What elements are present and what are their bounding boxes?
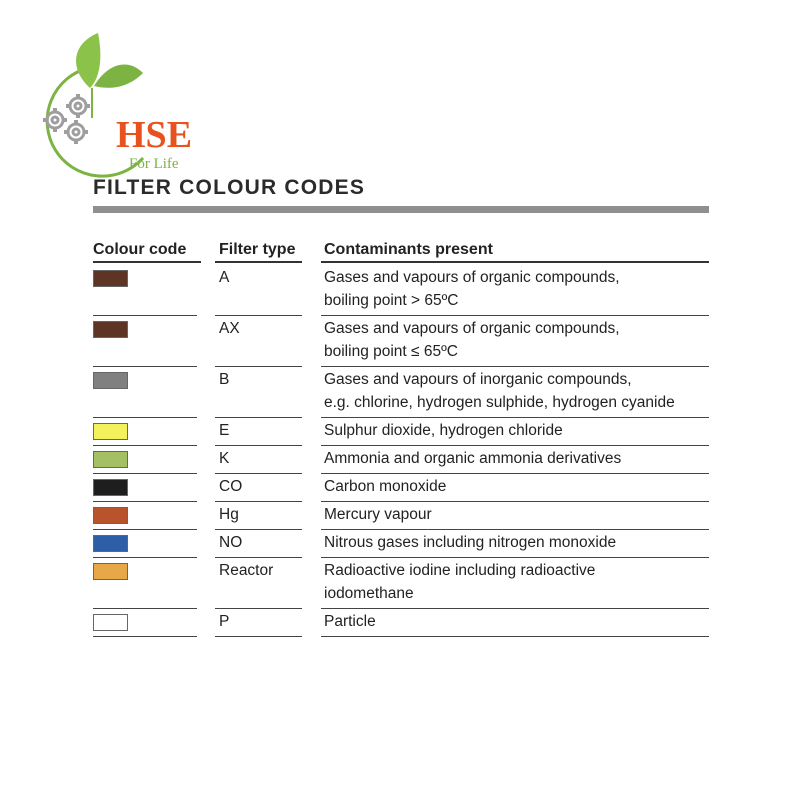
row-divider: [215, 636, 302, 637]
filter-type: A: [219, 269, 230, 286]
colour-swatch: [93, 614, 128, 631]
row-divider: [215, 417, 302, 418]
row-divider: [215, 608, 302, 609]
row-divider: [93, 501, 197, 502]
filter-type: K: [219, 450, 230, 467]
row-divider: [321, 557, 709, 558]
filter-type: Hg: [219, 506, 239, 523]
leaf-icon: [94, 64, 143, 87]
contaminant-text: iodomethane: [324, 585, 414, 602]
row-divider: [321, 315, 709, 316]
contaminant-text: Radioactive iodine including radioactive: [324, 562, 596, 579]
colour-swatch: [93, 321, 128, 338]
contaminant-text: Carbon monoxide: [324, 478, 447, 495]
contaminant-text: boiling point ≤ 65ºC: [324, 343, 458, 360]
contaminant-text: Sulphur dioxide, hydrogen chloride: [324, 422, 563, 439]
colour-swatch: [93, 535, 128, 552]
row-divider: [93, 636, 197, 637]
row-divider: [215, 501, 302, 502]
contaminant-text: Particle: [324, 613, 376, 630]
row-divider: [215, 557, 302, 558]
contaminant-text: Nitrous gases including nitrogen monoxide: [324, 534, 617, 551]
leaf-icon: [76, 33, 100, 88]
row-divider: [93, 529, 197, 530]
row-divider: [215, 366, 302, 367]
header-divider: [321, 261, 709, 263]
header-filter-type: Filter type: [219, 241, 296, 258]
colour-swatch: [93, 563, 128, 580]
title-divider: [93, 206, 709, 213]
header-contaminants: Contaminants present: [324, 241, 493, 258]
row-divider: [215, 315, 302, 316]
colour-swatch: [93, 479, 128, 496]
colour-swatch: [93, 270, 128, 287]
row-divider: [321, 417, 709, 418]
contaminant-text: e.g. chlorine, hydrogen sulphide, hydrogen cyanide: [324, 394, 675, 411]
filter-type: CO: [219, 478, 243, 495]
row-divider: [321, 366, 709, 367]
row-divider: [321, 473, 709, 474]
filter-type: AX: [219, 320, 240, 337]
filter-type: Reactor: [219, 562, 274, 579]
contaminant-text: Gases and vapours of inorganic compounds,: [324, 371, 632, 388]
contaminant-text: Gases and vapours of organic compounds,: [324, 320, 620, 337]
row-divider: [321, 501, 709, 502]
contaminant-text: Mercury vapour: [324, 506, 432, 523]
contaminant-text: Gases and vapours of organic compounds,: [324, 269, 620, 286]
row-divider: [93, 445, 197, 446]
contaminant-text: boiling point > 65ºC: [324, 292, 459, 309]
hse-logo: [28, 28, 193, 178]
row-divider: [215, 473, 302, 474]
row-divider: [93, 557, 197, 558]
row-divider: [321, 636, 709, 637]
filter-type: P: [219, 613, 230, 630]
logo-brand: HSE: [116, 114, 193, 156]
colour-swatch: [93, 372, 128, 389]
contaminant-text: Ammonia and organic ammonia derivatives: [324, 450, 622, 467]
row-divider: [215, 529, 302, 530]
row-divider: [321, 445, 709, 446]
logo-tagline: For Life: [129, 156, 179, 172]
colour-swatch: [93, 507, 128, 524]
header-divider: [215, 261, 302, 263]
row-divider: [93, 608, 197, 609]
row-divider: [93, 315, 197, 316]
row-divider: [93, 366, 197, 367]
filter-type: NO: [219, 534, 243, 551]
page-title: FILTER COLOUR CODES: [93, 176, 366, 199]
colour-swatch: [93, 423, 128, 440]
row-divider: [93, 417, 197, 418]
row-divider: [93, 473, 197, 474]
header-divider: [93, 261, 201, 263]
colour-swatch: [93, 451, 128, 468]
row-divider: [321, 608, 709, 609]
row-divider: [215, 445, 302, 446]
filter-type: B: [219, 371, 230, 388]
header-colour-code: Colour code: [93, 241, 187, 258]
row-divider: [321, 529, 709, 530]
filter-type: E: [219, 422, 230, 439]
